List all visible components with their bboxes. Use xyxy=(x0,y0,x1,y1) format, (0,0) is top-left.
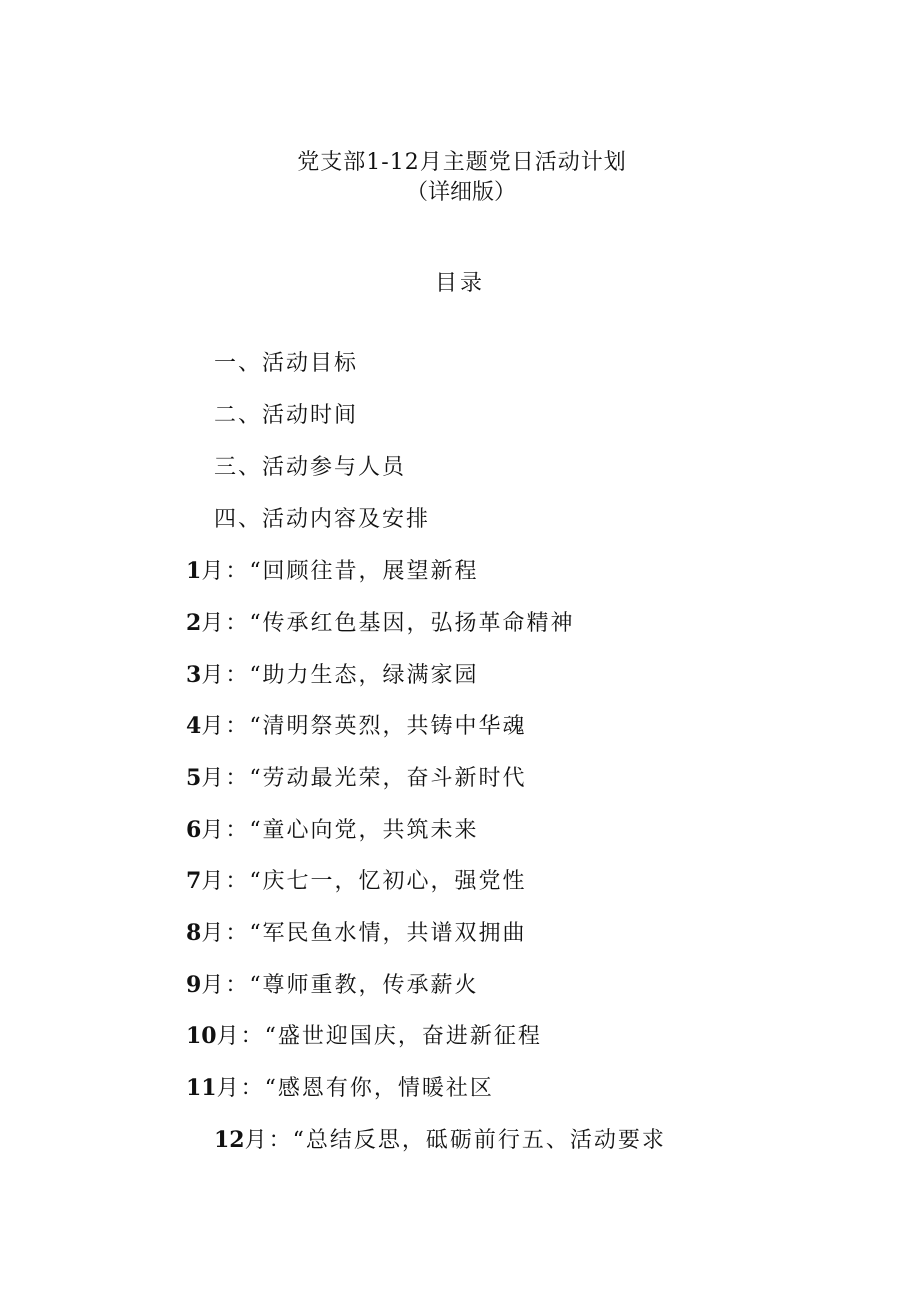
month-number: 10 xyxy=(186,1023,217,1049)
month-number: 11 xyxy=(186,1075,217,1101)
month-theme: 月：“助力生态，绿满家园 xyxy=(201,663,479,688)
month-number: 7 xyxy=(186,868,202,894)
month-theme: 月：“传承红色基因，弘扬革命精神 xyxy=(201,611,575,636)
document-title: 党支部1-12月主题党日活动计划 xyxy=(297,150,627,175)
document-subtitle: （详细版） xyxy=(405,180,516,205)
month-number: 12 xyxy=(214,1127,245,1153)
month-number: 2 xyxy=(186,610,202,636)
toc-month-item xyxy=(214,1125,666,1156)
month-number: 1 xyxy=(186,558,202,584)
toc-month-item xyxy=(186,711,527,742)
toc-section-item: 三、活动参与人员 xyxy=(214,455,407,480)
month-theme: 月：“感恩有你，情暖社区 xyxy=(216,1076,494,1101)
toc-section-item: 四、活动内容及安排 xyxy=(214,507,431,532)
month-theme: 月：“尊师重教，传承薪火 xyxy=(201,973,479,998)
toc-month-item xyxy=(186,763,527,794)
month-theme: 月：“童心向党，共筑未来 xyxy=(201,818,479,843)
month-number: 3 xyxy=(186,662,202,688)
toc-month-item xyxy=(186,556,479,587)
month-theme: 月：“军民鱼水情，共谱双拥曲 xyxy=(201,921,527,946)
toc-month-item xyxy=(186,918,527,949)
month-theme: 月：“庆七一，忆初心，强党性 xyxy=(201,869,527,894)
month-theme: 月：“盛世迎国庆，奋进新征程 xyxy=(216,1024,542,1049)
toc-section-item: 二、活动时间 xyxy=(214,403,359,428)
month-number: 6 xyxy=(186,817,202,843)
month-theme: 月：“回顾往昔，展望新程 xyxy=(201,559,479,584)
toc-month-item xyxy=(186,608,575,639)
toc-month-item xyxy=(186,970,479,1001)
month-theme: 月：“劳动最光荣，奋斗新时代 xyxy=(201,766,527,791)
month-number: 4 xyxy=(186,713,202,739)
month-number: 9 xyxy=(186,972,202,998)
month-theme: 月：“总结反思，砥砺前行五、活动要求 xyxy=(244,1128,666,1153)
month-theme: 月：“清明祭英烈，共铸中华魂 xyxy=(201,714,527,739)
toc-month-item xyxy=(186,815,479,846)
toc-month-item xyxy=(186,1073,494,1104)
toc-month-item xyxy=(186,866,527,897)
toc-heading: 目录 xyxy=(434,271,485,296)
month-number: 5 xyxy=(186,765,202,791)
toc-month-item xyxy=(186,1021,542,1052)
toc-month-item xyxy=(186,660,479,691)
month-number: 8 xyxy=(186,920,202,946)
toc-section-item: 一、活动目标 xyxy=(214,351,359,376)
